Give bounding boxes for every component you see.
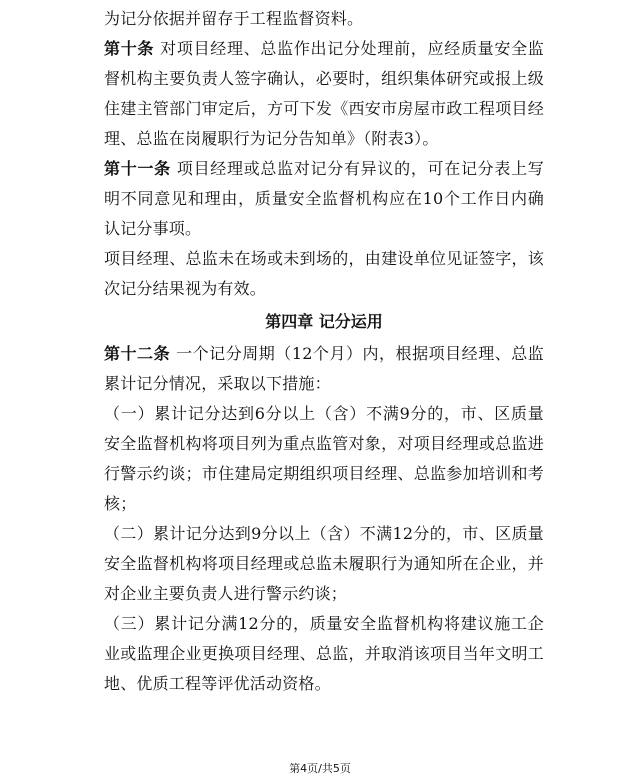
- article-12-text: 一个记分周期（12个月）内，根据项目经理、总监累计记分情况，采取以下措施：: [104, 344, 544, 393]
- chapter-4-heading: 第四章 记分运用: [265, 312, 383, 331]
- measure-3-paragraph: [104, 609, 544, 699]
- measure-1-paragraph: [104, 399, 544, 519]
- page-footer: [0, 762, 640, 776]
- measure-2-paragraph: [104, 519, 544, 609]
- article-11-paragraph: [104, 154, 544, 244]
- article-11-label: 第十一条: [104, 159, 171, 178]
- article-10-paragraph: [104, 34, 544, 154]
- article-11-extra-paragraph: [104, 244, 544, 304]
- article-12-paragraph: [104, 339, 544, 399]
- article-12-label: 第十二条: [104, 344, 171, 363]
- document-body: [104, 4, 544, 699]
- article-10-text: 对项目经理、总监作出记分处理前，应经质量安全监督机构主要负责人签字确认，必要时，组织集体研究或报上级住建主管部门审定后，方可下发《西安市房屋市政工程项目经理、总监在岗履职行为记分告知单》（附表3）。: [104, 39, 544, 148]
- measure-2-text: （二）累计记分达到9分以上（含）不满12分的，市、区质量安全监督机构将项目经理或总监未履职行为通知所在企业，并对企业主要负责人进行警示约谈；: [104, 524, 544, 603]
- article-11-text: 项目经理或总监对记分有异议的，可在记分表上写明不同意见和理由，质量安全监督机构应在10个工作日内确认记分事项。: [104, 159, 544, 238]
- continuation-paragraph: [104, 4, 544, 34]
- measure-1-text: （一）累计记分达到6分以上（含）不满9分的，市、区质量安全监督机构将项目列为重点监管对象，对项目经理或总监进行警示约谈；市住建局定期组织项目经理、总监参加培训和考核；: [104, 404, 544, 513]
- continuation-text: 为记分依据并留存于工程监督资料。: [104, 9, 364, 28]
- measure-3-text: （三）累计记分满12分的，质量安全监督机构将建议施工企业或监理企业更换项目经理、总监，并取消该项目当年文明工地、优质工程等评优活动资格。: [104, 614, 544, 693]
- article-11-extra-text: 项目经理、总监未在场或未到场的，由建设单位见证签字，该次记分结果视为有效。: [104, 249, 544, 298]
- page-number: 第4页/共5页: [289, 762, 351, 775]
- article-10-label: 第十条: [104, 39, 155, 58]
